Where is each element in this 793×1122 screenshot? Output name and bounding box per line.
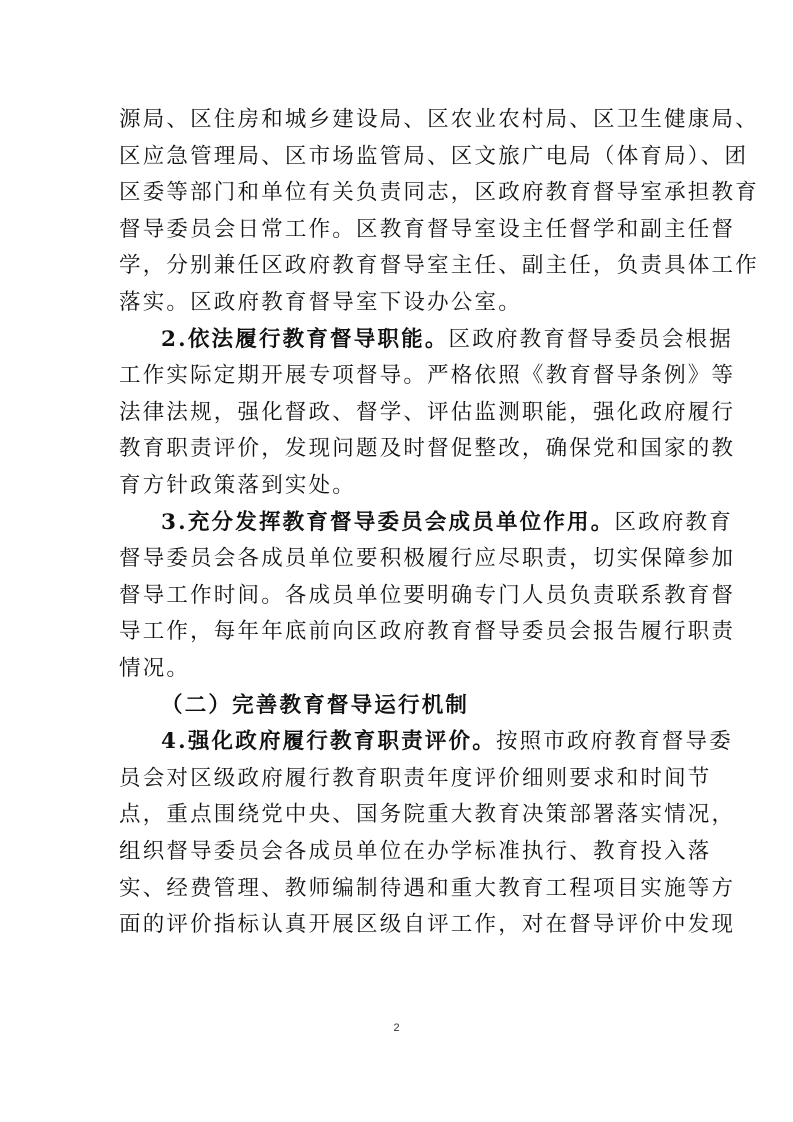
- section-heading: （二）完善教育督导运行机制: [161, 692, 470, 718]
- item-4-first-line: [161, 722, 733, 762]
- item-3-first-line: [161, 503, 733, 543]
- item-3-text: 区政府教育: [614, 509, 733, 535]
- body-line: 实、经费管理、教师编制待遇和重大教育工程项目实施等方: [119, 875, 736, 901]
- body-line: 督导委员会各成员单位要积极履行应尽职责，切实保障参加: [119, 546, 736, 572]
- body-line: 区应急管理局、区市场监管局、区文旅广电局（体育局）、团: [119, 143, 749, 169]
- body-line: 导工作，每年年底前向区政府教育督导委员会报告履行职责: [119, 619, 736, 645]
- body-line: 面的评价指标认真开展区级自评工作，对在督导评价中发现: [119, 912, 736, 938]
- body-line: 情况。: [119, 656, 191, 681]
- body-line: 工作实际定期开展专项督导。严格依照《教育督导条例》等: [119, 363, 736, 389]
- body-line: 区委等部门和单位有关负责同志，区政府教育督导室承担教育: [119, 180, 759, 206]
- body-line: 督导工作时间。各成员单位要明确专门人员负责联系教育督: [119, 582, 736, 608]
- body-line: 督导委员会日常工作。区教育督导室设主任督学和副主任督: [119, 216, 736, 242]
- item-4-heading: 4.强化政府履行教育职责评价。: [161, 729, 496, 755]
- body-line: 教育职责评价，发现问题及时督促整改，确保党和国家的教: [119, 436, 736, 462]
- item-2-heading: 2.依法履行教育督导职能。: [161, 326, 449, 352]
- item-2-first-line: [161, 320, 733, 360]
- body-line: 员会对区级政府履行教育职责年度评价细则要求和时间节: [119, 765, 712, 791]
- body-line: 组织督导委员会各成员单位在办学标准执行、教育投入落: [119, 839, 712, 864]
- item-4-text: 按照市政府教育督导委: [495, 729, 733, 755]
- page-number: 2: [393, 1022, 400, 1034]
- body-line: 源局、区住房和城乡建设局、区农业农村局、区卫生健康局、: [119, 107, 759, 132]
- body-line: 法律法规，强化督政、督学、评估监测职能，强化政府履行: [119, 399, 736, 425]
- body-line: 落实。区政府教育督导室下设办公室。: [119, 290, 522, 315]
- item-3-heading: 3.充分发挥教育督导委员会成员单位作用。: [161, 509, 615, 535]
- body-line: 育方针政策落到实处。: [119, 473, 357, 498]
- body-line: 点，重点围绕党中央、国务院重大教育决策部署落实情况，: [119, 802, 736, 828]
- item-2-text: 区政府教育督导委员会根据: [448, 326, 733, 352]
- body-line: 学，分别兼任区政府教育督导室主任、副主任，负责具体工作: [119, 253, 759, 279]
